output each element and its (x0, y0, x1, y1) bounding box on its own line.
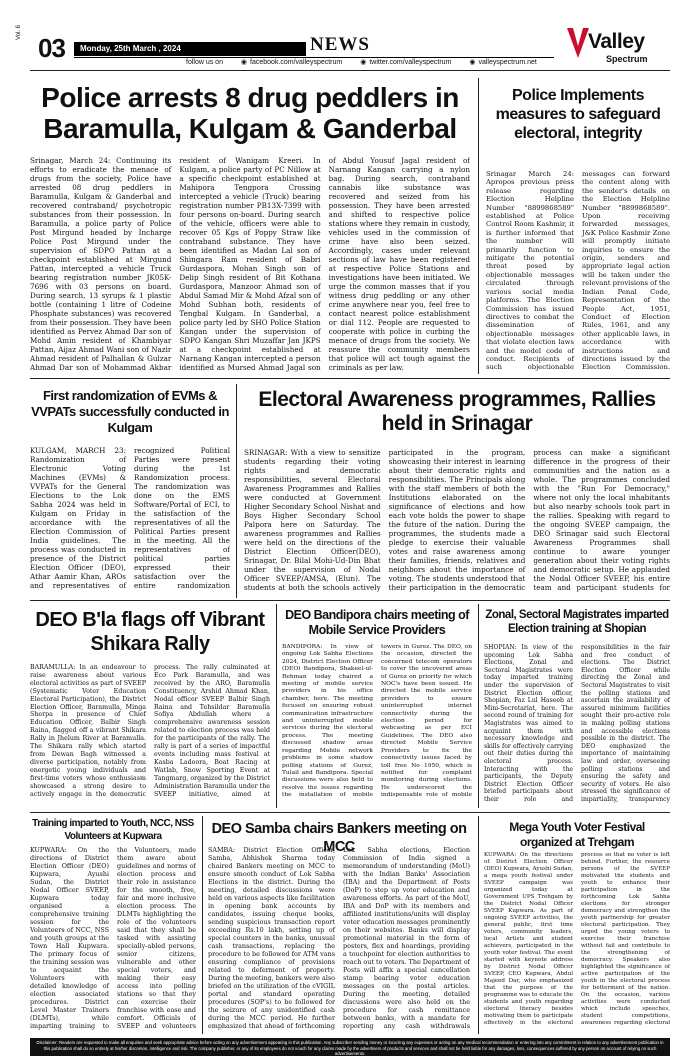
twitter-icon: ◉ (360, 59, 367, 66)
facebook-icon: ◉ (240, 59, 248, 66)
divider (30, 812, 670, 813)
page-number: 03 (38, 33, 65, 63)
article-body-mega-youth: KUPWARA: On the directions of District Election Officer (DEO) Kupwara, Ayushi Sudan, a mega youth festival under SVEEP campaign was organized today at Government UPS Trehgam by the District Nodal Officer SVEEP Kupwara. As part of ongoing SVEEP activities, the general public, first time voters, community leaders, local Artists and student achievers, participated in the youth voter festival. The event started with keynote address by District Nodal Officer SVEEP, CEO Kupwara, Abdul Majeed Dar, who emphasized that the purpose of the programme was to educate the students and youth regarding electoral literacy besides motivating them to participate effectively in the electoral process so that no voter is left behind. Further, the resource persons of the SVEEP motivated the students and youth to enhance their participation in the forthcoming Lok Sabha elections for stronger democracy and strengthen the youth partnership for greater electoral participation. They urged the young voters to exercise their franchise without fail and contribute to the strengthening of democracy. Speakers also highlighted the significance of active participation of the youth in the electoral process for betterment of the nation. On the occasion, various activities were conducted which include speeches, student competitions, awareness regarding electoral (484, 852, 670, 1026)
headline-deo-baramulla: DEO B'la flags off Vibrant Shikara Rally (35, 609, 265, 655)
logo-v-mark-icon (566, 26, 590, 60)
article-body-kupwara-training: KUPWARA: On the directions of District Election Officer (DEO) Kupwara, Ayushi Sudan, the District Nodal Officer SVEEP, Kupwara today organised a comprehensive training session for the Volunteers of NCC, NSS and youth groups at the Town Hall Kupwara. The primary focus of the training session was to acquaint the Volunteers with detailed knowledge of election associated procedures. District Level Master Trainers (DLMTs), while imparting training to the Volunteers, made them aware about guidelines and norms of election process and their role in assistance for the smooth, free, fair and more inclusive election process. The DLMTs highlighting the role of the volunteers said that they shall be tasked with assisting specially-abled persons, senior citizens, vulnerable and other special voters, and making their easy access into polling stations so that they can exercise their franchise with ease and comfort. Officials of SVEEP and volunteers (30, 846, 196, 1030)
headline-police-electoral: Police Implements measures to safeguard electoral, integrity (495, 87, 661, 142)
article-body-police-electoral: Srinagar March 24: Apropos previous press release regarding Election Helpline Number "8899868589" established at Police Control Room Kashmir, it is further informed that the number will primarily function to mitigate the potential threat posed by objectionable messages circulated through various social media platforms. The Election Commission has issued directives to combat the dissemination of objectionable messages that violate election laws and the model code of conduct. Recipients of such objectionable messages can forward the content along with the sender's details on the Election Helpline Number "8899868589". Upon receiving forwarded messages, J&K Police Kashmir Zone will promptly initiate inquiries to ensure the origin, senders and appropriate legal action will be taken under the relevant provisions of the Indian Penal Code, Representation of the People Act, 1951, Conduct of Election Rules, 1961, and any other applicable laws, in accordance with instructions and directions issued by the Election Commission. (486, 170, 670, 372)
web-icon: ◉ (469, 59, 476, 66)
article-body-deo-samba: SAMBA: District Election Officer, Samba, Abhishek Sharma today chaired Bankers meeting on MCC to ensure smooth conduct of Lok Sabha Elections in the district. During the meeting, detailed discussions were held on various aspects like facilitation in opening bank accounts by candidates, issuing cheque books, sending suspicious transaction report exceeding Rs.10 lakh, setting up of special counters in the banks, unusual cash transactions, replacing the procedure to be followed for ATM vans ensuring compliance of provisions related to deferment of property. During the meeting, bankers were also briefed on the utilization of the cVIGIL portal and standard operating procedures (SOP's) to be followed for the seizure of any unidentified cash during the MCC period. He further emphasized that ahead of forthcoming Lok Sabha elections, Election Commission of India signed a memorandum of understanding (MoU) with the Indian Banks' Association (IBA) and the Department of Posts (DoP) to step up voter education and awareness efforts. As part of the MoU, IBA and DoP with its members and affiliated institutions/units will display voter education messages prominently on their websites. Banks will display promotional material in the form of posters, flex and hoardings, providing a touchpoint for election authorities to reach out to voters. The Department of Posts will affix a special cancellation stamp bearing voter education messages on the postal articles. During the meeting, detailed discussions were also held on the procedure for cash remittance between banks, with a mandate for reporting any cash withdrawals (208, 846, 470, 1030)
article-body-zonal-shopian: SHOPIAN: In view of the upcoming Lok Sabha Elections, Zonal and Sectoral Magistrates were today imparted training under the supervision of District Election officer, Shopian, Faz Lul Haseeb at Mini-Secretariat, here. The second round of training for Magistrates was aimed to acquaint them with necessary knowledge and skills for effectively carrying out their duties during the electoral process. Interacting with the participants, the Deputy District Election Officer briefed participants about their role and responsibilities in the fair and free conduct of elections. The District Election Officer while directing the Zonal and Sectoral Magistrates to visit the polling stations and ascertain the availability of assured minimum facilities sought their pro-active role in making polling stations and accessible elections possible in the district. The DEO emphasized the importance of maintaining law and order, overseeing polling stations and ensuring the safety and security of voters. He also stressed the significance of impartiality, transparency (484, 644, 670, 803)
logo[interactable] (566, 26, 676, 66)
headline-deo-bandipora: DEO Bandipora chairs meeting of Mobile Service Providers (285, 608, 469, 637)
logo-subtext: Spectrum (606, 54, 648, 64)
volume-label: Vol. 6 (16, 24, 22, 40)
article-body-deo-baramulla: BARAMULLA: In an endeavour to raise awareness about various electoral activities as part of SVEEP (Systematic Voter Education Electoral Participation), the District Election Officer, Baramulla, Minga Sherpa in presence of Chief Education Officer, Balbir Singh Raina, flagged off a vibrant Shikara Rally in Jhelum River at Baramulla. The Shikara rally which started from Dewan Bagh witnessed a diverse participation, notably from energetic young individuals and first-time voters whose enthusiasm showcased a strong desire to actively engage in the democratic process. The rally culminated at Eco Park Baramulla, and was received by the ARO, Baramulla Constituency, Arshid Ahmad Khan, Nodal officer SVEEP Balbir Singh Raina and Tehsildar Baramulla Sofiya Abdullah where a comprehensive awareness session related to election process was held for the participants of the rally. The rally is part of a series of impactful events including mass festival at Kasba Ladoora, Boat Racing at Watlab, Snow Sporting Event at Tangmarg, organized by the District Administration Baramulla under the SVEEP initiative, aimed at (30, 664, 270, 798)
website-link[interactable]: valleyspectrum.net (478, 59, 537, 66)
headline-mega-youth: Mega Youth Voter Festival organized at Trehgam (509, 820, 645, 849)
divider (478, 816, 479, 1034)
masthead (0, 0, 680, 70)
headline-zonal-shopian: Zonal, Sectoral Magistrates imparted Election training at Shopian (485, 609, 669, 635)
headline-randomization: First randomization of EVMs & VVPATs successfully conducted in Kulgam (31, 388, 229, 435)
article-body-drug-peddlers: Srinagar, March 24: Continuing its efforts to eradicate the menace of drugs from the society, Police have arrested 08 drug peddlers in Baramulla, Kulgam & Ganderbal and recovered contraband/ psychotropic substances from their possession. In Baramulla, a police party of Police Post Mirgund headed by Incharge Police Post Mirgund under the supervision of SDPO Pattan at a checkpoint established at Mirgund Pattan, intercepted a vehicle Truck bearing registration number JK05K-7696 with 03 persons on board. During search, 13 syrups & 1 plastic bottle (containing 1 litre of Codeine Phosphate substances) was recovered from their possession. They have been identified as Pervez Ahmad Dar son of Mohd Amin resident of Khambiyar Pattan, Aijaz Ahmad Wani son of Nazir Ahmad resident of Palhallan & Gulzar Ahmad Dar son of Mohammad Akbar resident of Wanigam Kreeri. In Kulgam, a police party of PC Nillow at a specific checkpoint established at Mahipora Tengpora Crossing intercepted a vehicle (Truck) bearing registration number PB13X-7399 with four persons on-board. During search of the vehicle, officers were able to recover 05 Kgs of Poppy Straw like contraband substance. They have been identified as Madan Lal son of Shingara Ram resident of Babri Gurdaspora, Mohan Singh son of Delip Singh resident of Bit Kothana Gurdaspora, Manzoor Ahmad son of Abdul Samad Mir & Mohd Afzal son of Mohd Subhan both, residents of Tengbal Kulgam. In Ganderbal, a police party led by SHO Police Station Kangan under the supervision of SDPO Kangan Shri Muzaffar Jan JKPS at a checkpoint established at Narnang Kangan intercepted a person identified as Mursed Ahmad Jagal son of Abdul Yousuf Jagal resident of Narnang Kangan carrying a nylon bag. During search, contraband cannabis like substance was recovered and seized from his possession. They have been arrested and shifted to respective police stations where they remain in custody, vehicles used in the commission of crime have also been seized. Accordingly, cases under relevant sections of law have been registered at respective Police Stations and investigations have been initiated. We urge the common masses that if you witness drug peddling or any other crime anywhere near you, feel free to contact nearest police establishment or dial 112. People are requested to cooperate with police in curbing the menace of drugs from the society. We reassure the community members that police will act tough against the criminals as per law. (30, 156, 470, 372)
divider (276, 604, 277, 808)
section-title: NEWS (310, 34, 370, 55)
headline-electoral-awareness: Electoral Awareness programmes, Rallies held in Srinagar (258, 388, 656, 435)
divider (236, 384, 237, 598)
disclaimer-bar: Disclaimer: Readers are requested to make all enquiries and seek appropriate advice before acting on any advertisement appearing in this publication. Any subscriber sending money or incurring any expenses or acting on any medical recommendation or entering into any commitment in relation to any advertisement publication in this publication shall do so entirely at his/her discretion, intelligence and risk. The company publisher, or any of its employees do not vouch for any claims made by the advertisers of products and services and shall not be held liable for any damages, loss, consequences suffered by any person on account of relying on such advertisements. (30, 1038, 670, 1056)
divider (202, 816, 203, 1034)
divider (30, 600, 670, 601)
follow-label: follow us on (186, 59, 223, 66)
twitter-link[interactable]: twitter.com/valleyspectrum (369, 59, 452, 66)
article-body-randomization: KULGAM, MARCH 23: Randomization of Electronic Voting Machines (EVMs) & VVPATs for the General Elections to the Lok Sabha 2024 was held in Kulgam on Friday in accordance with the Election Commission of India guidelines. The process was conducted in presence of the District Election Officer (DEO), Athar Aamir Khan, AROs and representatives of recognized Political Parties were present during the 1st Randomization process. The randomization was done on the EMS Software/Portal of ECI, to the satisfaction of the representatives of all the Political Parties present in the meeting. All the representatives of political parties expressed their satisfaction over the entire randomization (30, 446, 230, 590)
social-bar (186, 58, 553, 66)
facebook-link[interactable]: facebook.com/valleyspectrum (250, 59, 343, 66)
headline-deo-samba: DEO Samba chairs Bankers meeting on MCC (211, 821, 467, 855)
divider (478, 604, 479, 808)
headline-drug-peddlers: Police arrests 8 drug peddlers in Baramulla, Kulgam & Ganderbal (41, 82, 459, 144)
article-body-electoral-awareness: SRINAGAR: With a view to sensitize students regarding their voting rights and democratic responsibilities, several Electoral Awareness Programmes and Rallies were conducted at Government Higher Secondary School Nishat and Boys Higher Secondary School Palpora here on Saturday. The awareness programmes and Rallies were held on the directions of the District Election Officer(DEO), Srinagar, Dr. Bilal Mohi-Ud-Din Bhat under the supervision of Nodal Officer SVEEP/AMSA, (Elun). The students at both the schools actively participated in the program, showcasing their interest in learning about their democratic rights and responsibilities. The Principals along with the staff members of both the Institutions elaborated on the significance of elections and how each vote holds the power to shape the future of the nation. During the programmes, the students made a pledge to exercise their valuable votes and raise awareness among their families, friends, relatives and neighbors about the importance of voting. The students understood that their participation in the democratic process can make a significant difference in the progress of their communities and the nation as a whole. The programmes concluded with the "Run For Democracy," where not only the local inhabitants but also nearby schools took part in the rallies. Speaking with regard to the ongoing SVEEP campaign, the DEO Srinagar said such Electoral Awareness Programmes shall continue to aware younger generation about their voting rights and democratic setup. He applauded the Nodal Officer SVEEP, his entire team and participant students for (244, 448, 670, 592)
date-bar: Monday, 25th March , 2024 (74, 42, 306, 56)
divider (478, 78, 479, 374)
divider (30, 70, 670, 71)
article-body-deo-bandipora: BANDIPORA: In view of ongoing Lok Sabha Elections 2024, District Election Officer (DEO) Bandipora, Shakeel-ul-Rehman today chaired a meeting of mobile service providers in his office chamber, here. The meeting focused on ensuring robust communication infrastructure and uninterrupted mobile services during the electoral process. The meeting discussed shadow areas regarding Mobile network problems in some shadow polling stations of Gurez, Tulail and Bandipora. Special discussions were also held to resolve the issues regarding the installation of mobile towers in Gurez. The DEO, on the occasion, directed the concerned telecom operators to cover the uncovered areas of Gurez on priority for which NOC's have been issued. He directed the mobile service providers to ensure uninterrupted internet connectivity during the election period for webcasting as per ECI Guidelines. The DEO also directed Mobile Service Providers to fix the connectivity issues faced by toll free No 1950, which is notified for complaint monitoring during elections. He underscored the indispensable role of mobile (282, 644, 472, 799)
divider (30, 378, 670, 379)
headline-kupwara-training: Training imparted to Youth, NCC, NSS Volunteers at Kupwara (32, 818, 194, 842)
logo-text: Valley (588, 30, 645, 53)
